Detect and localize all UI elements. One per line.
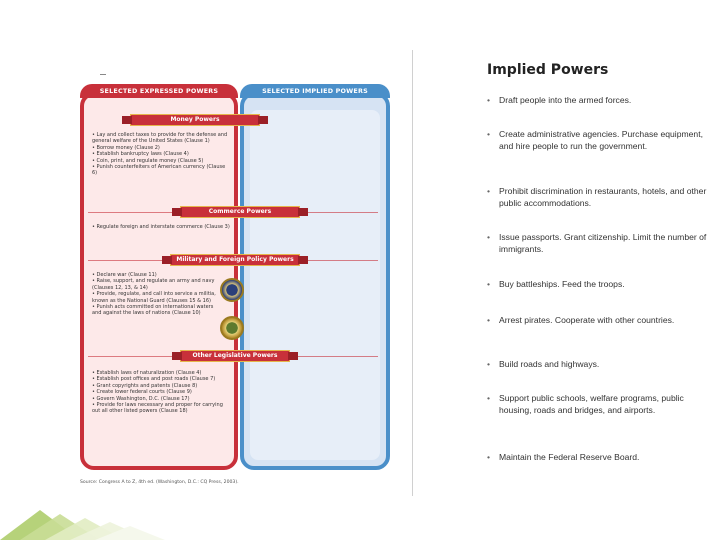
list-item: • Borrow money (Clause 2) <box>92 144 160 151</box>
list-item: • Establish laws of naturalization (Clause 4) <box>92 370 202 376</box>
navy-seal-icon <box>220 278 244 302</box>
bullet: • <box>487 95 491 105</box>
list-item: • Build roads and highways. <box>487 359 600 369</box>
list-item: • Regulate foreign and interstate commerce (Clause 3) <box>92 224 230 230</box>
vertical-divider <box>412 50 413 496</box>
bullet: • <box>487 232 491 242</box>
list-item: • Govern Washington, D.C. (Clause 17) <box>92 395 190 402</box>
banner-other-powers: Other Legislative Powers <box>180 350 290 362</box>
list-item: • Lay and collect taxes to provide for the defense and general welfare of the United States (Clause 1) <box>92 132 228 145</box>
chevron-decoration-icon <box>0 470 180 540</box>
bullet: • <box>487 279 491 289</box>
list-item: • Provide, regulate, and call into service a militia, known as the National Guard (Clauses 15 & 16) <box>92 291 216 304</box>
list-item: • Support public schools, welfare programs, public housing, roads and bridges, and airports. <box>487 393 684 415</box>
slide-title: Implied Powers <box>487 62 609 78</box>
list-item: • Establish bankruptcy laws (Clause 4) <box>92 151 189 158</box>
other-powers-list <box>92 370 230 415</box>
banner-military-powers: Military and Foreign Policy Powers <box>170 254 300 266</box>
list-item: • Issue passports. Grant citizenship. Limit the number of immigrants. <box>487 232 707 254</box>
bullet: • <box>487 359 491 369</box>
bullet: • <box>487 315 491 325</box>
expressed-powers-header: SELECTED EXPRESSED POWERS <box>80 84 238 98</box>
military-powers-list <box>92 272 218 317</box>
money-powers-list <box>92 132 230 177</box>
bullet: • <box>487 186 491 196</box>
list-item: • Punish acts committed on international waters and against the laws of nations (Clause 10) <box>92 304 214 317</box>
implied-powers-header: SELECTED IMPLIED POWERS <box>240 84 390 98</box>
expressed-implied-figure <box>80 84 400 494</box>
list-item: • Create administrative agencies. Purchase equipment, and hire people to run the government. <box>487 129 703 151</box>
list-item: • Provide for laws necessary and proper for carrying out all other listed powers (Clause 18) <box>92 402 223 415</box>
bullet: • <box>487 393 491 403</box>
list-item: • Raise, support, and regulate an army and navy (Clauses 12, 13, & 14) <box>92 278 215 291</box>
list-item: • Establish post offices and post roads (Clause 7) <box>92 376 216 383</box>
list-item: • Declare war (Clause 11) <box>92 272 157 278</box>
list-item: • Coin, print, and regulate money (Clause 5) <box>92 157 204 164</box>
commerce-powers-list <box>92 224 230 230</box>
list-item: • Grant copyrights and patents (Clause 8) <box>92 382 198 389</box>
figure-source: Source: Congress A to Z, 4th ed. (Washington, D.C.: CQ Press, 2003). <box>80 480 239 485</box>
list-item: • Arrest pirates. Cooperate with other countries. <box>487 315 675 325</box>
list-item: • Prohibit discrimination in restaurants, hotels, and other public accommodations. <box>487 186 707 208</box>
slide-dash <box>100 74 106 75</box>
banner-commerce-powers: Commerce Powers <box>180 206 300 218</box>
list-item: • Buy battleships. Feed the troops. <box>487 279 625 289</box>
list-item: • Draft people into the armed forces. <box>487 95 632 105</box>
national-guard-seal-icon <box>220 316 244 340</box>
list-item: • Create lower federal courts (Clause 9) <box>92 389 192 396</box>
bullet: • <box>487 129 491 139</box>
bullet: • <box>487 452 491 462</box>
list-item: • Maintain the Federal Reserve Board. <box>487 452 640 462</box>
implied-powers-column <box>240 92 390 470</box>
list-item: • Punish counterfeiters of American currency (Clause 6) <box>92 164 226 177</box>
banner-money-powers: Money Powers <box>130 114 260 126</box>
